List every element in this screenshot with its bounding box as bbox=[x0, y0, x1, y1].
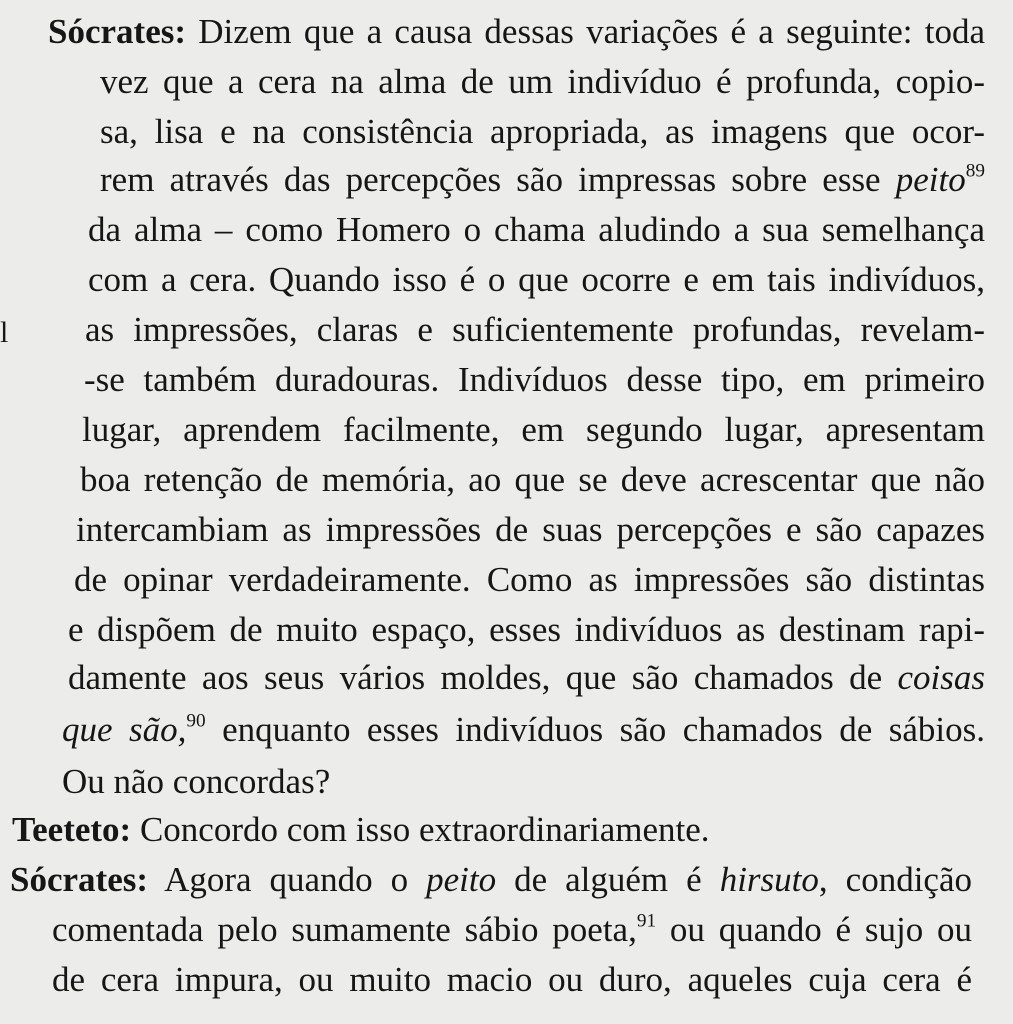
text-line bbox=[76, 512, 985, 547]
text-line bbox=[62, 712, 985, 747]
text-run: intercambiam as impressões de suas percepções e são capazes bbox=[76, 510, 985, 549]
text-line bbox=[10, 862, 972, 897]
footnote-ref: 91 bbox=[636, 910, 657, 932]
text-run: com a cera. Quando isso é o que ocorre e em tais indivíduos, bbox=[88, 260, 985, 299]
text-run: lugar, aprendem facilmente, em segundo lugar, apresentam bbox=[82, 410, 985, 449]
text-run: Ou não concordas? bbox=[62, 762, 331, 801]
text-line bbox=[62, 764, 400, 799]
italic-term: hirsuto bbox=[719, 860, 819, 899]
text-line bbox=[100, 64, 985, 99]
text-run: rem através das percepções são impressas sobre esse bbox=[100, 160, 896, 199]
text-run: e dispõem de muito espaço, esses indivíduos as destinam rapi- bbox=[68, 610, 985, 649]
text-run: de cera impura, ou muito macio ou duro, aqueles cuja cera é bbox=[52, 960, 972, 999]
text-line bbox=[100, 114, 985, 149]
text-run: ou quando é sujo ou bbox=[656, 910, 972, 949]
text-line bbox=[88, 212, 985, 247]
text-run: de opinar verdadeiramente. Como as impressões são distintas bbox=[74, 560, 985, 599]
text-run: da alma – como Homero o chama aludindo a sua semelhança bbox=[88, 210, 985, 249]
text-line bbox=[85, 312, 985, 347]
margin-mark: l bbox=[0, 316, 9, 349]
text-run: comentada pelo sumamente sábio poeta, bbox=[52, 910, 637, 949]
text-run: Concordo com isso extraordinariamente. bbox=[131, 810, 710, 849]
speaker-name: Sócrates: bbox=[48, 12, 187, 51]
speaker-name: Teeteto: bbox=[12, 810, 132, 849]
text-run: enquanto esses indivíduos são chamados de sábios. bbox=[205, 710, 986, 749]
text-line bbox=[52, 962, 972, 997]
text-run: de alguém é bbox=[496, 860, 720, 899]
text-run: Agora quando o bbox=[148, 860, 427, 899]
text-run: sa, lisa e na consistência apropriada, as imagens que ocor- bbox=[100, 112, 985, 151]
text-run: as impressões, claras e suficientemente profundas, revelam- bbox=[85, 310, 985, 349]
footnote-ref: 89 bbox=[965, 160, 985, 182]
text-line bbox=[12, 812, 760, 847]
text-run: Dizem que a causa dessas variações é a seguinte: toda bbox=[186, 12, 985, 51]
footnote-ref: 90 bbox=[186, 710, 206, 732]
italic-term: peito bbox=[426, 860, 497, 899]
text-run: vez que a cera na alma de um indivíduo é profunda, copio- bbox=[100, 62, 985, 101]
text-line bbox=[84, 362, 985, 397]
text-run: -se também duradouras. Indivíduos desse tipo, em primeiro bbox=[84, 360, 985, 399]
text-run: boa retenção de memória, ao que se deve acrescentar que não bbox=[80, 460, 985, 499]
text-line bbox=[80, 462, 985, 497]
text-line bbox=[68, 660, 985, 695]
text-run: damente aos seus vários moldes, que são chamados de bbox=[68, 658, 898, 697]
text-line bbox=[100, 162, 985, 197]
text-line bbox=[74, 562, 985, 597]
italic-term: peito bbox=[895, 160, 966, 199]
speaker-name: Sócrates: bbox=[10, 860, 149, 899]
text-line bbox=[88, 262, 985, 297]
text-line bbox=[82, 412, 985, 447]
italic-term: coisas bbox=[897, 658, 985, 697]
text-run: , condição bbox=[818, 860, 972, 899]
text-line bbox=[68, 612, 985, 647]
text-line bbox=[48, 14, 985, 49]
text-line bbox=[52, 912, 972, 947]
italic-term: que são, bbox=[62, 710, 187, 749]
